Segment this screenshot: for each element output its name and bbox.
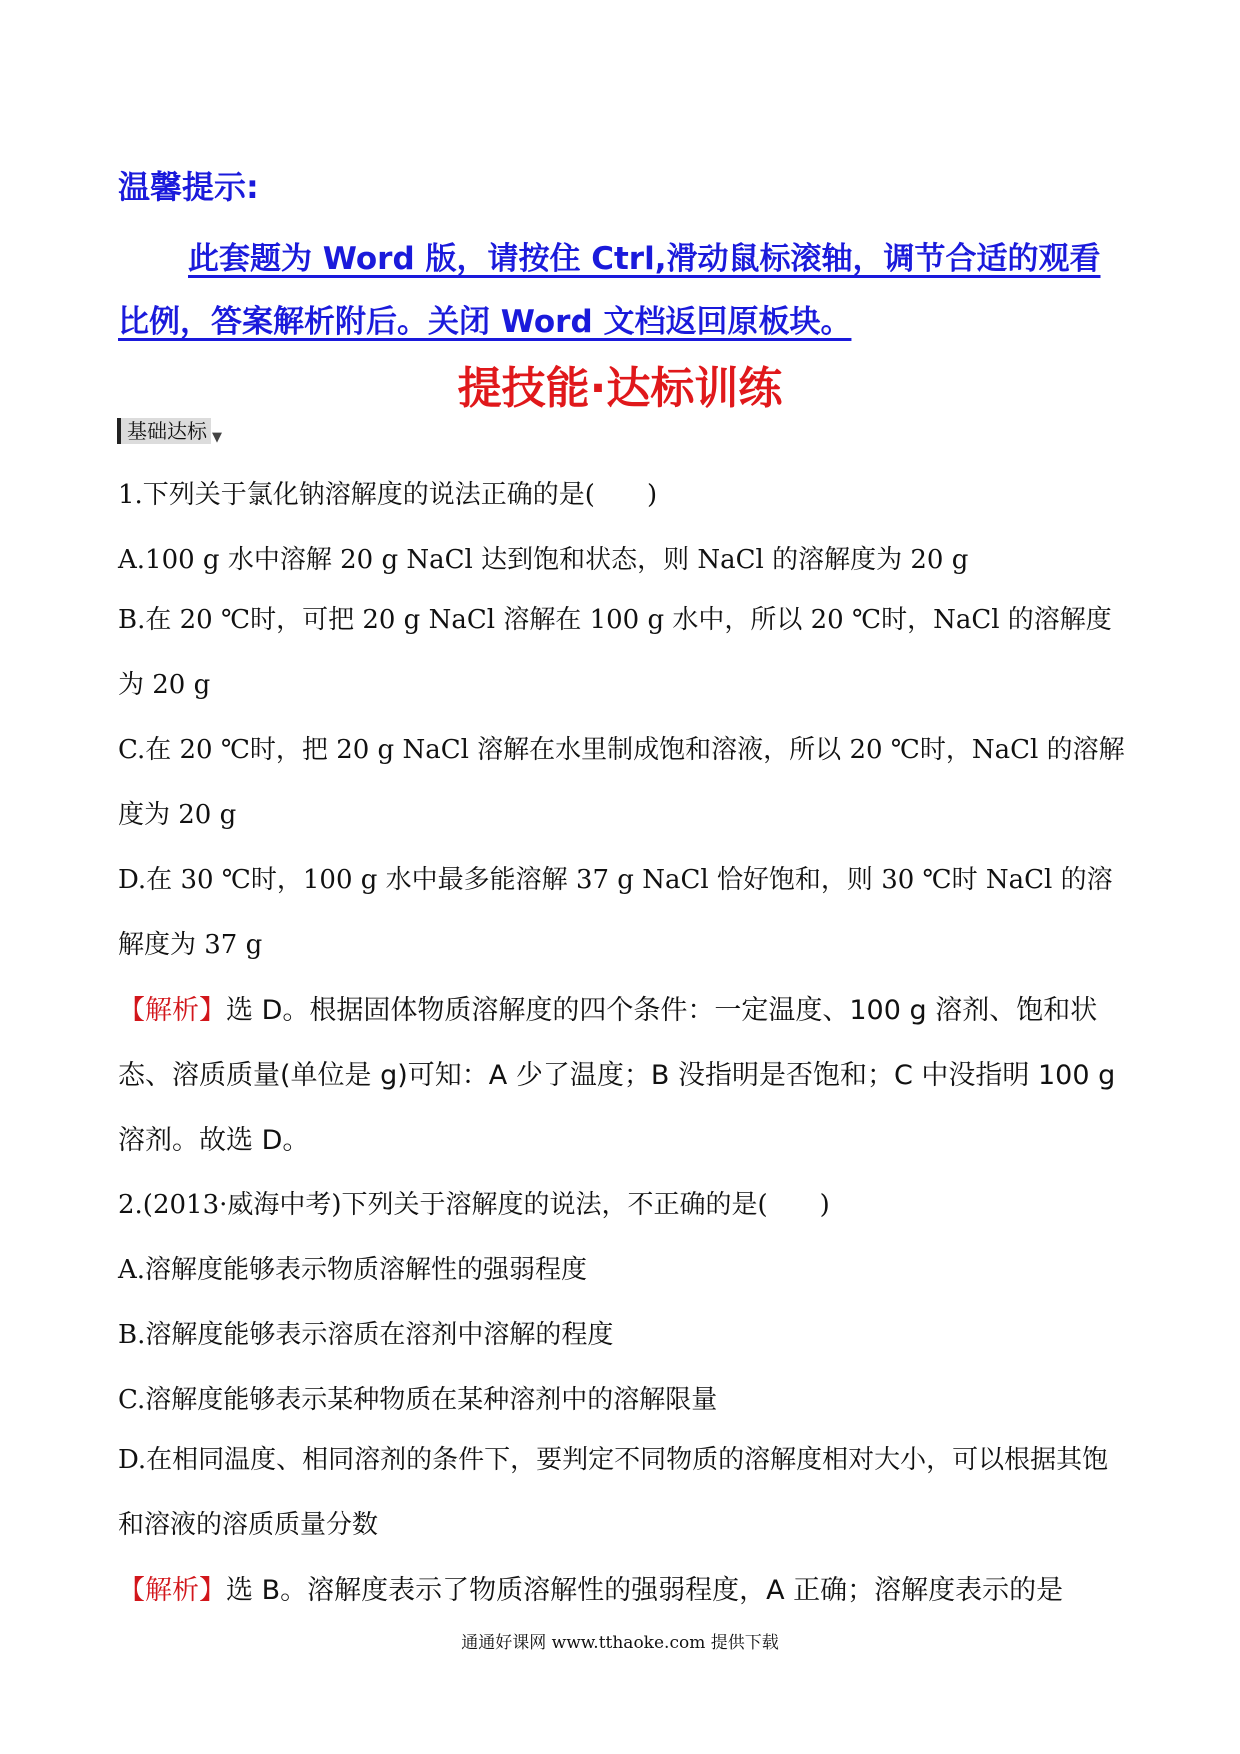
q1-analysis-text: 选 D。根据固体物质溶解度的四个条件：一定温度、100 g 溶剂、饱和状态、溶质质量(单位是 g)可知：A 少了温度；B 没指明是否饱和；C 中没指明 100 g 溶剂。故选 D。 [118, 995, 1116, 1156]
q1-analysis [118, 978, 1128, 1173]
q1-analysis-tag: 【解析】 [118, 995, 226, 1026]
q2-option-a: A.溶解度能够表示物质溶解性的强弱程度 [118, 1255, 588, 1285]
tip-title: 温馨提示: [118, 168, 259, 206]
q2-analysis [118, 1558, 1128, 1623]
section-title: 提技能·达标训练 [457, 363, 783, 414]
tip-body: 此套题为 Word 版，请按住 Ctrl,滑动鼠标滚轴，调节合适的观看比例，答案解析附后。关闭 Word 文档返回原板块。 [118, 241, 1101, 340]
q2-option-d: D.在相同温度、相同溶剂的条件下，要判定不同物质的溶解度相对大小，可以根据其饱和溶液的溶质质量分数 [118, 1445, 1109, 1540]
tag-label: 基础达标 [121, 418, 211, 444]
basic-target-tag [117, 417, 222, 445]
q1-option-b: B.在 20 ℃时，可把 20 g NaCl 溶解在 100 g 水中，所以 20 ℃时，NaCl 的溶解度为 20 g [118, 605, 1112, 700]
q1-stem: 1.下列关于氯化钠溶解度的说法正确的是( ) [118, 480, 658, 510]
footer-credit: 通通好课网 www.tthaoke.com 提供下载 [461, 1633, 779, 1653]
q2-analysis-tag: 【解析】 [118, 1575, 226, 1606]
q2-stem: 2.(2013·威海中考)下列关于溶解度的说法，不正确的是( ) [118, 1190, 830, 1220]
down-arrow-icon: ▼ [212, 429, 222, 445]
q2-option-c: C.溶解度能够表示某种物质在某种溶剂中的溶解限量 [118, 1385, 718, 1415]
q1-option-a: A.100 g 水中溶解 20 g NaCl 达到饱和状态，则 NaCl 的溶解度为 20 g [118, 545, 969, 575]
q2-option-b: B.溶解度能够表示溶质在溶剂中溶解的程度 [118, 1320, 614, 1350]
q1-option-c: C.在 20 ℃时，把 20 g NaCl 溶解在水里制成饱和溶液，所以 20 ℃时，NaCl 的溶解度为 20 g [118, 735, 1125, 830]
q2-analysis-text: 选 B。溶解度表示了物质溶解性的强弱程度，A 正确；溶解度表示的是 [226, 1575, 1064, 1606]
q1-option-d: D.在 30 ℃时，100 g 水中最多能溶解 37 g NaCl 恰好饱和，则 30 ℃时 NaCl 的溶解度为 37 g [118, 865, 1113, 960]
